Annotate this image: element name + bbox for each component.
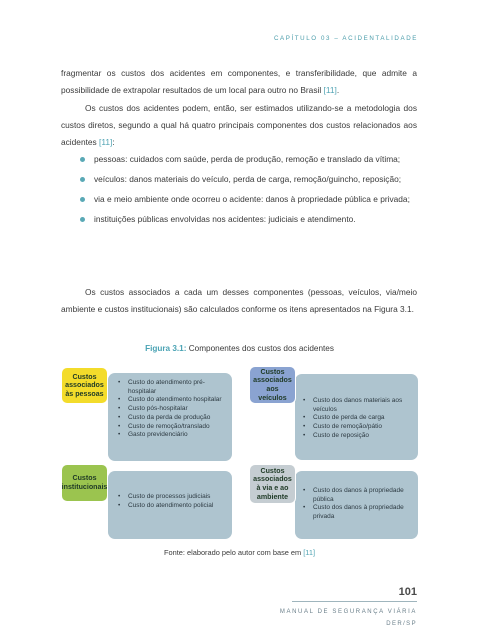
figure-source-text: Fonte: elaborado pelo autor com base em [163,548,304,557]
pessoas-items [117,379,229,440]
paragraph-1-text: fragmentar os custos dos acidentes em componentes, e transferibilidade, que admite a possibilidade de extrapolar resultados de um local para outro no Brasil [61,68,417,95]
list-item: • Custo pós-hospitalar [117,405,229,414]
reference-link[interactable]: [11] [99,137,113,147]
via-items [302,487,416,522]
paragraph-1 [61,65,417,99]
institucionais-label-box: Custos institucionais [61,464,108,502]
footer-manual-title: MANUAL DE SEGURANÇA VIÁRIA [279,609,417,615]
list-item: • Custo de perda de carga [302,414,416,423]
veiculos-items [302,397,416,441]
institucionais-items [117,493,229,510]
list-item: • Custo de remoção/translado [117,423,229,432]
list-item-text: pessoas: cuidados com saúde, perda de produção, remoção e translado da vítima; [94,154,401,164]
footer-divider [292,601,417,602]
list-item: • Gasto previdenciário [117,431,229,440]
list-item-text: instituições públicas envolvidas nos acidentes: judiciais e atendimento. [94,214,356,224]
bullet-dot-icon [80,217,85,222]
list-item-text: veículos: danos materiais do veículo, perda de carga, remoção/guincho, reposição; [94,174,402,184]
paragraph-2-text: Os custos dos acidentes podem, então, ser estimados utilizando-se a metodologia dos custos diretos, segundo a qual há quatro principais componentes dos custos relacionados aos acidentes [61,103,417,147]
footer-org: DER/SP [386,621,417,627]
list-item [80,211,417,228]
figure-title [0,344,479,353]
paragraph-2-end: : [112,137,115,147]
list-item [80,191,417,208]
figure-source [0,548,479,557]
page-number: 101 [398,586,417,598]
pessoas-label-box: Custos associados às pessoas [61,367,108,404]
cost-components-list [80,151,417,231]
list-item: • Custo de processos judiciais [117,493,229,502]
paragraph-3: Os custos associados a cada um desses componentes (pessoas, veículos, via/meio ambiente e custos institucionais) são calculados conforme os itens apresentados na Figura 3.1. [61,287,417,314]
list-item: • Custo dos danos à propriedade pública [302,487,416,504]
list-item: • Custo da perda de produção [117,414,229,423]
list-item: • Custo de remoção/pátio [302,423,416,432]
list-item [80,171,417,188]
reference-link[interactable]: [11] [323,85,337,95]
paragraph-1-end: . [336,85,340,95]
list-item: • Custo dos danos à propriedade privada [302,504,416,521]
reference-link[interactable]: [11] [303,548,316,557]
figure-label: Figura 3.1: [145,344,187,353]
veiculos-label-box: Custos associados aos veículos [249,366,296,404]
bullet-dot-icon [80,157,85,162]
chapter-header: CAPÍTULO 03 – ACIDENTALIDADE [273,35,418,42]
list-item: • Custo do atendimento pré-hospitalar [117,379,229,396]
list-item: • Custo dos danos materiais aos veículos [302,397,416,414]
list-item: • Custo do atendimento policial [117,502,229,511]
list-item-text: via e meio ambiente onde ocorreu o acidente: danos à propriedade pública e privada; [94,194,410,204]
bullet-dot-icon [80,197,85,202]
bullet-dot-icon [80,177,85,182]
list-item: • Custo do atendimento hospitalar [117,396,229,405]
paragraph-2 [61,100,417,151]
via-label-box: Custos associados à via e ao ambiente [249,464,296,504]
list-item: • Custo de reposição [302,432,416,441]
list-item [80,151,417,168]
figure-title-text: Componentes dos custos dos acidentes [186,344,334,353]
